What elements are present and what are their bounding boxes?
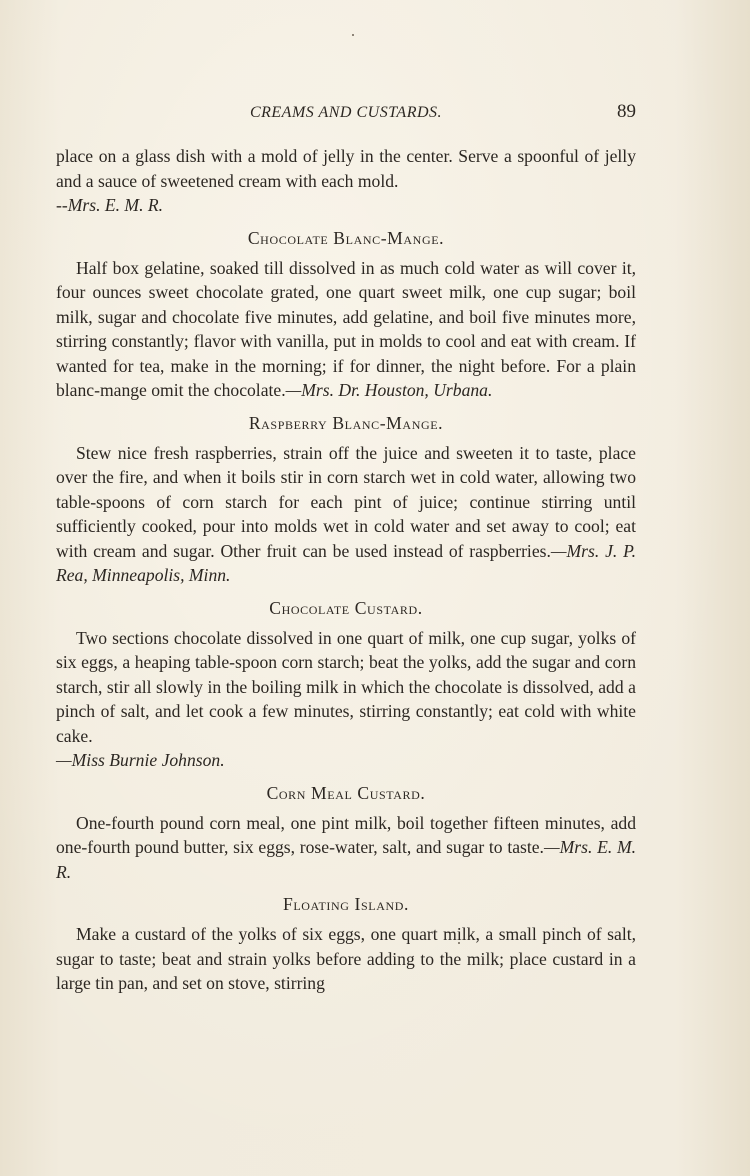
attribution: —Mrs. J. P. Rea, Minneapolis, Minn. bbox=[56, 540, 636, 585]
recipe-body: One-fourth pound corn meal, one pint milk, boil together fifteen minutes, add one-fourth pound butter, six eggs, rose-water, salt, and sugar to taste. bbox=[56, 812, 636, 857]
attribution: —Mrs. Dr. Houston, Urbana. bbox=[285, 380, 493, 400]
attribution: —Miss Burnie Johnson. bbox=[56, 750, 225, 770]
paragraph-text: place on a glass dish with a mold of jelly in the center. Serve a spoonful of jelly and a sauce of sweetened cream with each mold. bbox=[56, 146, 636, 191]
continued-paragraph bbox=[56, 144, 636, 218]
recipe-heading: Corn Meal Custard. bbox=[266, 782, 426, 803]
recipe-paragraph bbox=[56, 441, 636, 588]
page-number: 89 bbox=[617, 101, 636, 122]
running-head bbox=[56, 101, 636, 127]
recipe-body: Two sections chocolate dissolved in one quart of milk, one cup sugar, yolks of six eggs, a heaping table-spoon corn starch; beat the yolks, add the sugar and corn starch, stir all slowly in the boiling milk in which the chocolate is dissolved, add a pinch of salt, and let cook a few minutes, stirring constantly; eat cold with white cake. bbox=[56, 627, 636, 746]
recipe-paragraph bbox=[56, 256, 636, 403]
recipe-heading: Chocolate Blanc-Mange. bbox=[247, 227, 445, 248]
page-content bbox=[56, 144, 636, 996]
recipe-paragraph bbox=[56, 922, 636, 996]
recipe-body: Half box gelatine, soaked till dissolved in as much cold water as will cover it, four ounces sweet chocolate grated, one quart sweet milk, one cup sugar; boil milk, sugar and chocolate five minutes, add gelatine, and boil five minutes more, stirring constantly; flavor with vanilla, put in molds to cool and eat with cream. If wanted for tea, make in the morning; if for dinner, the night before. For a plain blanc-mange omit the chocolate. bbox=[56, 257, 636, 400]
recipe-paragraph bbox=[56, 626, 636, 773]
recipe-paragraph bbox=[56, 811, 636, 885]
recipe-body: Stew nice fresh raspberries, strain off the juice and sweeten it to taste, place over the fire, and when it boils stir in corn starch wet in cold water, allowing two table-spoons of corn starch for each pint of juice; continue stirring until sufficiently cooked, pour into molds wet in cold water and set away to cool; eat with cream and sugar. Other fruit can be used instead of raspberries. bbox=[56, 442, 636, 561]
recipe-heading: Floating Island. bbox=[282, 894, 410, 914]
running-head-title: CREAMS AND CUSTARDS. bbox=[249, 104, 443, 121]
paper-speck bbox=[352, 34, 354, 36]
attribution: --Mrs. E. M. R. bbox=[56, 195, 164, 215]
recipe-heading: Chocolate Custard. bbox=[269, 597, 423, 618]
attribution: —Mrs. E. M. R. bbox=[56, 837, 636, 882]
recipe-heading: Raspberry Blanc-Mange. bbox=[248, 412, 444, 433]
recipe-body: Make a custard of the yolks of six eggs, one quart milk, a small pinch of salt, sugar to taste; beat and strain yolks before adding to the milk; place custard in a large tin pan, and set on stove, stirring bbox=[56, 924, 636, 993]
